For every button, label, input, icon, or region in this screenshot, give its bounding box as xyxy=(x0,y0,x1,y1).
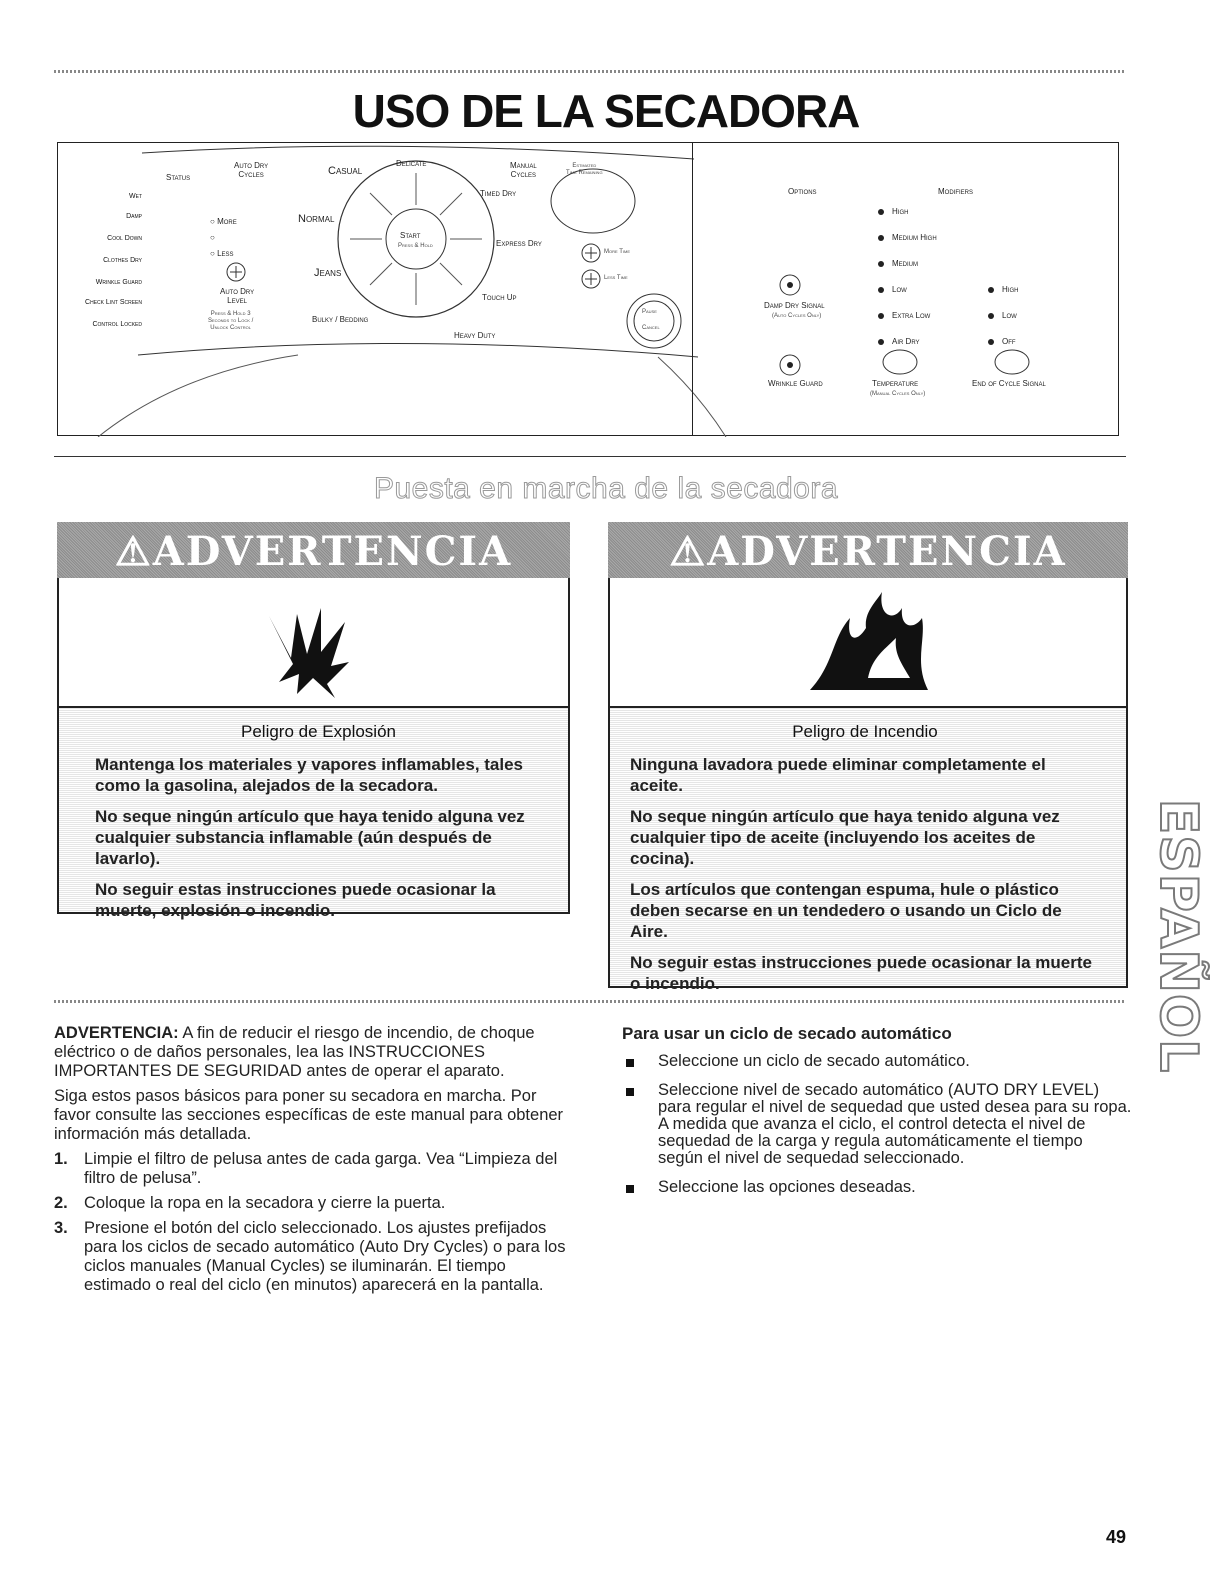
left-column xyxy=(54,1024,574,1301)
estimated-time-label: Estimated Time Remaining xyxy=(566,163,603,176)
hazard-title: Peligro de Explosión xyxy=(241,722,396,741)
page-title: USO DE LA SECADORA xyxy=(352,85,860,137)
safety-note: ADVERTENCIA: A fin de reducir el riesgo de incendio, de choque eléctrico o de daños personales, lea las INSTRUCCIONES IMPORTANTES DE SEGURIDAD antes de operar el aparato. xyxy=(54,1024,535,1080)
warning-heading: ⚠ADVERTENCIA xyxy=(114,528,513,575)
auto-dry-cycles-label: Auto Dry Cycles xyxy=(234,161,269,179)
cycle-normal: Normal xyxy=(298,213,335,225)
section-rule xyxy=(54,456,1126,457)
temp-level: Extra Low xyxy=(878,311,930,320)
pause-label: Pause xyxy=(642,309,657,315)
modifiers-label: Modifiers xyxy=(938,187,973,196)
list-item: Seleccione nivel de secado automático (AUTO DRY LEVEL) para regular el nivel de sequedad que usted desea para su ropa. A medida que avanza el ciclo, el control detecta el nivel de sequedad de la carga y regula automáticamente el tiempo según el nivel de sequedad seleccionado. xyxy=(622,1082,1132,1167)
fire-icon xyxy=(610,578,1126,708)
start-sub-label: Press & Hold xyxy=(398,243,433,249)
warning-paragraph: No seguir estas instrucciones puede ocasionar la muerte, explosión o incendio. xyxy=(95,880,496,920)
list-item: Seleccione las opciones deseadas. xyxy=(622,1179,1132,1196)
explosion-icon xyxy=(59,578,568,708)
status-item: Control Locked xyxy=(92,321,142,328)
warning-text xyxy=(59,708,568,931)
more-label: ○ More xyxy=(210,217,237,226)
less-label: ○ Less xyxy=(210,249,234,258)
temp-level: Air Dry xyxy=(878,337,920,346)
right-column xyxy=(622,1024,1132,1208)
warning-paragraph: No seguir estas instrucciones puede ocasionar la muerte o incendio. xyxy=(630,953,1092,993)
status-item: Cool Down xyxy=(107,235,142,242)
signal-level: Off xyxy=(988,337,1016,346)
status-item: Damp xyxy=(126,213,142,220)
auto-dry-level-label: Auto Dry Level xyxy=(220,287,255,305)
warning-heading: ⚠ADVERTENCIA xyxy=(669,528,1067,575)
list-item: 1. Limpie el filtro de pelusa antes de cada garga. Vea “Limpieza del filtro de pelusa”. xyxy=(54,1150,558,1187)
damp-dry-note: (Auto Cycles Only) xyxy=(772,313,822,319)
start-button: Start xyxy=(400,231,421,240)
control-panel-diagram xyxy=(57,142,1119,436)
temp-level: High xyxy=(878,207,908,216)
temp-level: Low xyxy=(878,285,907,294)
list-item: 2. Coloque la ropa en la secadora y cierre la puerta. xyxy=(54,1194,446,1212)
cancel-label: Cancel xyxy=(642,325,660,331)
warning-header xyxy=(608,522,1128,578)
damp-dry-signal-label: Damp Dry Signal xyxy=(764,301,825,310)
cycle-express-dry: Express Dry xyxy=(496,239,542,248)
warning-box-fire xyxy=(608,522,1128,993)
warning-paragraph: No seque ningún artículo que haya tenido alguna vez cualquier tipo de aceite (incluyendo los aceites de cocina). xyxy=(630,807,1060,868)
intro-paragraph: Siga estos pasos básicos para poner su secadora en marcha. Por favor consulte las secciones específicas de este manual para obtener información más detallada. xyxy=(54,1087,564,1143)
warning-header xyxy=(57,522,570,578)
list-item: Seleccione un ciclo de secado automático. xyxy=(622,1053,1132,1070)
bullet-list xyxy=(622,1053,1132,1196)
page-number: 49 xyxy=(1105,1527,1126,1547)
end-of-cycle-label: End of Cycle Signal xyxy=(972,379,1046,388)
temp-level: Medium High xyxy=(878,233,937,242)
temperature-label: Temperature xyxy=(872,379,919,388)
warning-paragraph: Los artículos que contengan espuma, hule o plástico deben secarse en un tendedero o usando un Ciclo de Aire. xyxy=(630,880,1062,941)
cycle-bulky: Bulky / Bedding xyxy=(312,315,369,324)
warning-paragraph: Mantenga los materiales y vapores inflamables, tales como la gasolina, alejados de la secadora. xyxy=(95,755,524,795)
status-item: Clothes Dry xyxy=(103,257,142,264)
press-hold-note: Press & Hold 3 Seconds to Lock / Unlock Control xyxy=(208,311,254,331)
manual-cycles-label: Manual Cycles xyxy=(510,161,537,179)
status-label: Status xyxy=(166,173,191,182)
panel-divider xyxy=(692,143,693,435)
top-dotted-rule xyxy=(54,70,1126,73)
options-label: Options xyxy=(788,187,817,196)
section-subtitle: Puesta en marcha de la secadora xyxy=(373,472,839,505)
cycle-casual: Casual xyxy=(328,165,363,177)
bottom-dotted-rule xyxy=(54,1000,1126,1003)
signal-level: Low xyxy=(988,311,1017,320)
status-item: Check Lint Screen xyxy=(85,299,142,306)
warning-paragraph: Ninguna lavadora puede eliminar completamente el aceite. xyxy=(630,755,1046,795)
warning-paragraph: No seque ningún artículo que haya tenido alguna vez cualquier substancia inflamable (aún después de lavarlo). xyxy=(95,807,525,868)
cycle-heavy-duty: Heavy Duty xyxy=(454,331,496,340)
status-item: Wrinkle Guard xyxy=(95,279,142,286)
dot-label: ○ xyxy=(210,233,215,242)
less-time-label: Less Time xyxy=(604,275,628,281)
cycle-jeans: Jeans xyxy=(314,267,342,279)
status-item: Wet xyxy=(129,193,142,200)
warning-text xyxy=(610,708,1126,1004)
temperature-note: (Manual Cycles Only) xyxy=(870,391,926,397)
more-time-label: More Time xyxy=(604,249,631,255)
language-side-tab: ESPAÑOL xyxy=(1148,798,1208,1074)
cycle-delicate: Delicate xyxy=(396,159,427,168)
warning-box-explosion xyxy=(57,522,570,920)
cycle-timed-dry: Timed Dry xyxy=(480,189,517,198)
list-item: 3. Presione el botón del ciclo seleccionado. Los ajustes prefijados para los ciclos de secado automático (Auto Dry Cycles) o para los ciclos manuales (Manual Cycles) se iluminarán. El tiempo estimado o real del ciclo (en minutos) aparecerá en la pantalla. xyxy=(54,1219,566,1294)
section-heading: Para usar un ciclo de secado automático xyxy=(622,1024,952,1043)
signal-level: High xyxy=(988,285,1018,294)
wrinkle-guard-label: Wrinkle Guard xyxy=(768,379,823,388)
cycle-touch-up: Touch Up xyxy=(482,293,517,302)
hazard-title: Peligro de Incendio xyxy=(792,722,938,741)
temp-level: Medium xyxy=(878,259,918,268)
steps-list xyxy=(54,1150,574,1295)
